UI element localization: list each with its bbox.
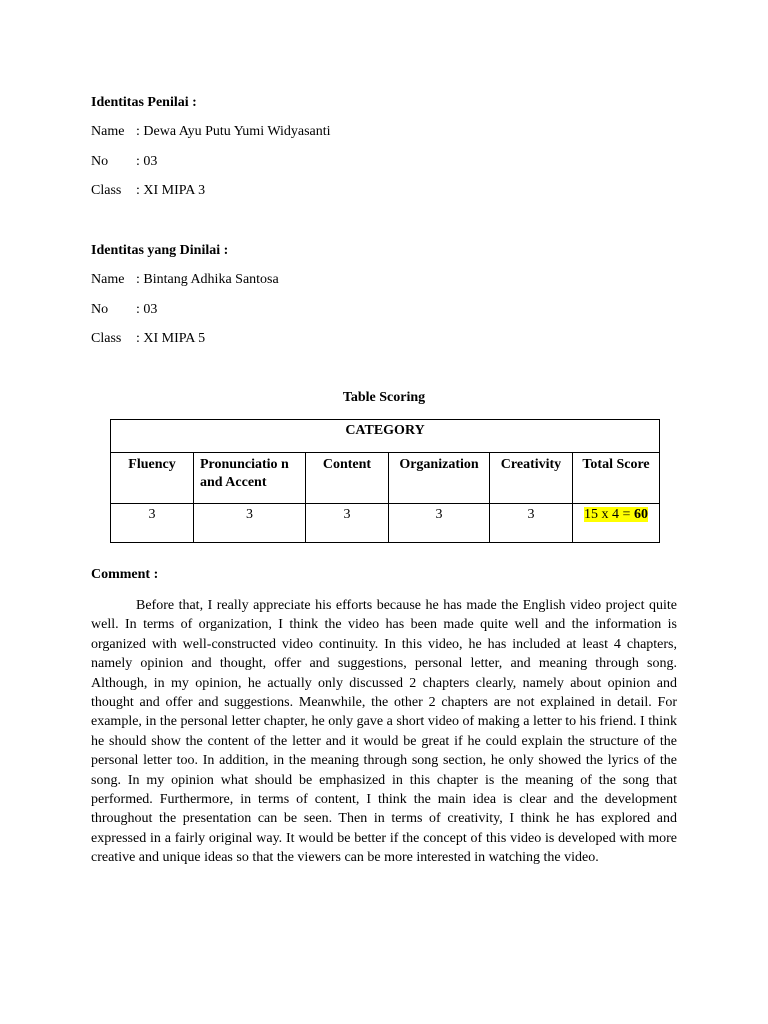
penilai-heading: Identitas Penilai : — [91, 95, 197, 110]
penilai-class-row — [91, 183, 205, 199]
dinilai-no-value: : 03 — [136, 302, 158, 317]
dinilai-name-value: : Bintang Adhika Santosa — [136, 272, 279, 287]
penilai-name-value: : Dewa Ayu Putu Yumi Widyasanti — [136, 124, 331, 139]
dinilai-name-label: Name — [91, 272, 125, 287]
value-organization: 3 — [389, 504, 490, 543]
header-pronunciation-text: Pronunciatio n and Accent — [200, 457, 289, 490]
penilai-no-value: : 03 — [136, 154, 158, 169]
dinilai-no-row — [91, 302, 157, 318]
dinilai-no-label: No — [91, 302, 109, 317]
dinilai-class-value: : XI MIPA 5 — [136, 331, 206, 346]
penilai-name-row — [91, 124, 331, 140]
value-fluency: 3 — [111, 504, 194, 543]
penilai-no-row — [91, 154, 157, 170]
value-content: 3 — [306, 504, 389, 543]
scoring-table — [110, 419, 660, 543]
dinilai-heading: Identitas yang Dinilai : — [91, 243, 229, 258]
category-header: CATEGORY — [111, 420, 660, 453]
header-total-score: Total Score — [573, 453, 660, 504]
dinilai-class-label: Class — [91, 331, 122, 346]
penilai-name-label: Name — [91, 124, 125, 139]
dinilai-name-row — [91, 272, 279, 288]
total-score-highlight — [584, 507, 648, 522]
header-pronunciation — [194, 453, 306, 504]
comment-title: Comment : — [91, 567, 159, 582]
table-row — [111, 504, 660, 543]
total-score-result: 60 — [633, 507, 648, 522]
value-creativity: 3 — [490, 504, 573, 543]
value-pronunciation: 3 — [194, 504, 306, 543]
penilai-no-label: No — [91, 154, 109, 169]
header-creativity: Creativity — [490, 453, 573, 504]
total-score-formula: 15 x 4 = — [584, 507, 634, 522]
penilai-class-label: Class — [91, 183, 122, 198]
header-organization: Organization — [389, 453, 490, 504]
table-title: Table Scoring — [342, 390, 426, 405]
value-total-score — [573, 504, 660, 543]
comment-text: Before that, I really appreciate his efforts because he has made the English video project quite well. In terms of organization, I think the video has been made quite well and the information is organized with well-constructed video continuity. In this video, he has included at least 4 chapters, namely opinion and thought, offer and suggestions, personal letter, and meaning through song. Although, in my opinion, he actually only discussed 2 chapters clearly, namely about opinion and thought and offer and suggestions. Meanwhile, the other 2 chapters are not explained in detail. For example, in the personal letter chapter, he only gave a short video of making a letter to his friend. I think he should show the content of the letter and it would be great if he could explain the structure of the personal letter too. In addition, in the meaning through song section, he only showed the lyrics of the song. In my opinion what should be emphasized in this chapter is the meaning of the song that performed. Furthermore, in terms of content, I think the main idea is clear and the development throughout the presentation can be seen. Then in terms of creativity, I think he has explored and expressed in a fairly original way. It would be better if the concept of this video is developed with more creative and unique ideas so that the viewers can be more interested in watching the video. — [91, 598, 677, 866]
penilai-class-value: : XI MIPA 3 — [136, 183, 206, 198]
table-header-row — [111, 453, 660, 504]
header-content: Content — [306, 453, 389, 504]
dinilai-class-row — [91, 331, 205, 347]
header-fluency: Fluency — [111, 453, 194, 504]
